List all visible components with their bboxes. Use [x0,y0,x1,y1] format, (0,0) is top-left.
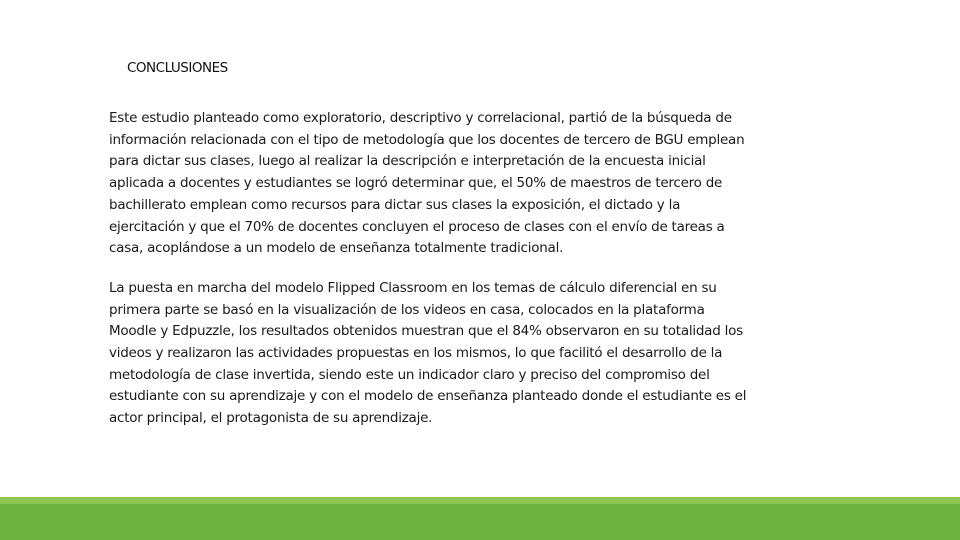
footer-bar [0,504,960,540]
footer-accent-stripe [0,497,960,504]
text-line: metodología de clase invertida, siendo este un indicador claro y preciso del compromiso del [109,366,710,383]
text-line: Moodle y Edpuzzle, los resultados obtenidos muestran que el 84% observaron en su totalidad los [109,323,743,340]
text-line: información relacionada con el tipo de metodología que los docentes de tercero de BGU emplean [109,131,745,148]
slide-title: CONCLUSIONES [127,60,228,76]
text-line: bachillerato emplean como recursos para dictar sus clases la exposición, el dictado y la [109,196,681,213]
text-line: La puesta en marcha del modelo Flipped Classroom en los temas de cálculo diferencial en su [109,279,717,296]
text-line: aplicada a docentes y estudiantes se logró determinar que, el 50% de maestros de tercero de [109,175,723,192]
paragraph-flipped-classroom [109,278,824,430]
paragraph-methodology [109,108,824,260]
text-line: primera parte se basó en la visualización de los videos en casa, colocados en la plataforma [109,301,705,318]
text-line: actor principal, el protagonista de su aprendizaje. [109,410,433,427]
text-line: videos y realizaron las actividades propuestas en los mismos, lo que facilitó el desarrollo de la [109,345,723,362]
conclusions-body [109,108,824,430]
text-line: Este estudio planteado como exploratorio, descriptivo y correlacional, partió de la búsqueda de [109,110,732,126]
text-line: ejercitación y que el 70% de docentes concluyen el proceso de clases con el envío de tareas a [109,218,725,235]
text-line: estudiante con su aprendizaje y con el modelo de enseñanza planteado donde el estudiante es el [109,388,747,405]
text-line: para dictar sus clases, luego al realizar la descripción e interpretación de la encuesta inicial [109,153,706,170]
text-line: casa, acoplándose a un modelo de enseñanza totalmente tradicional. [109,240,564,257]
